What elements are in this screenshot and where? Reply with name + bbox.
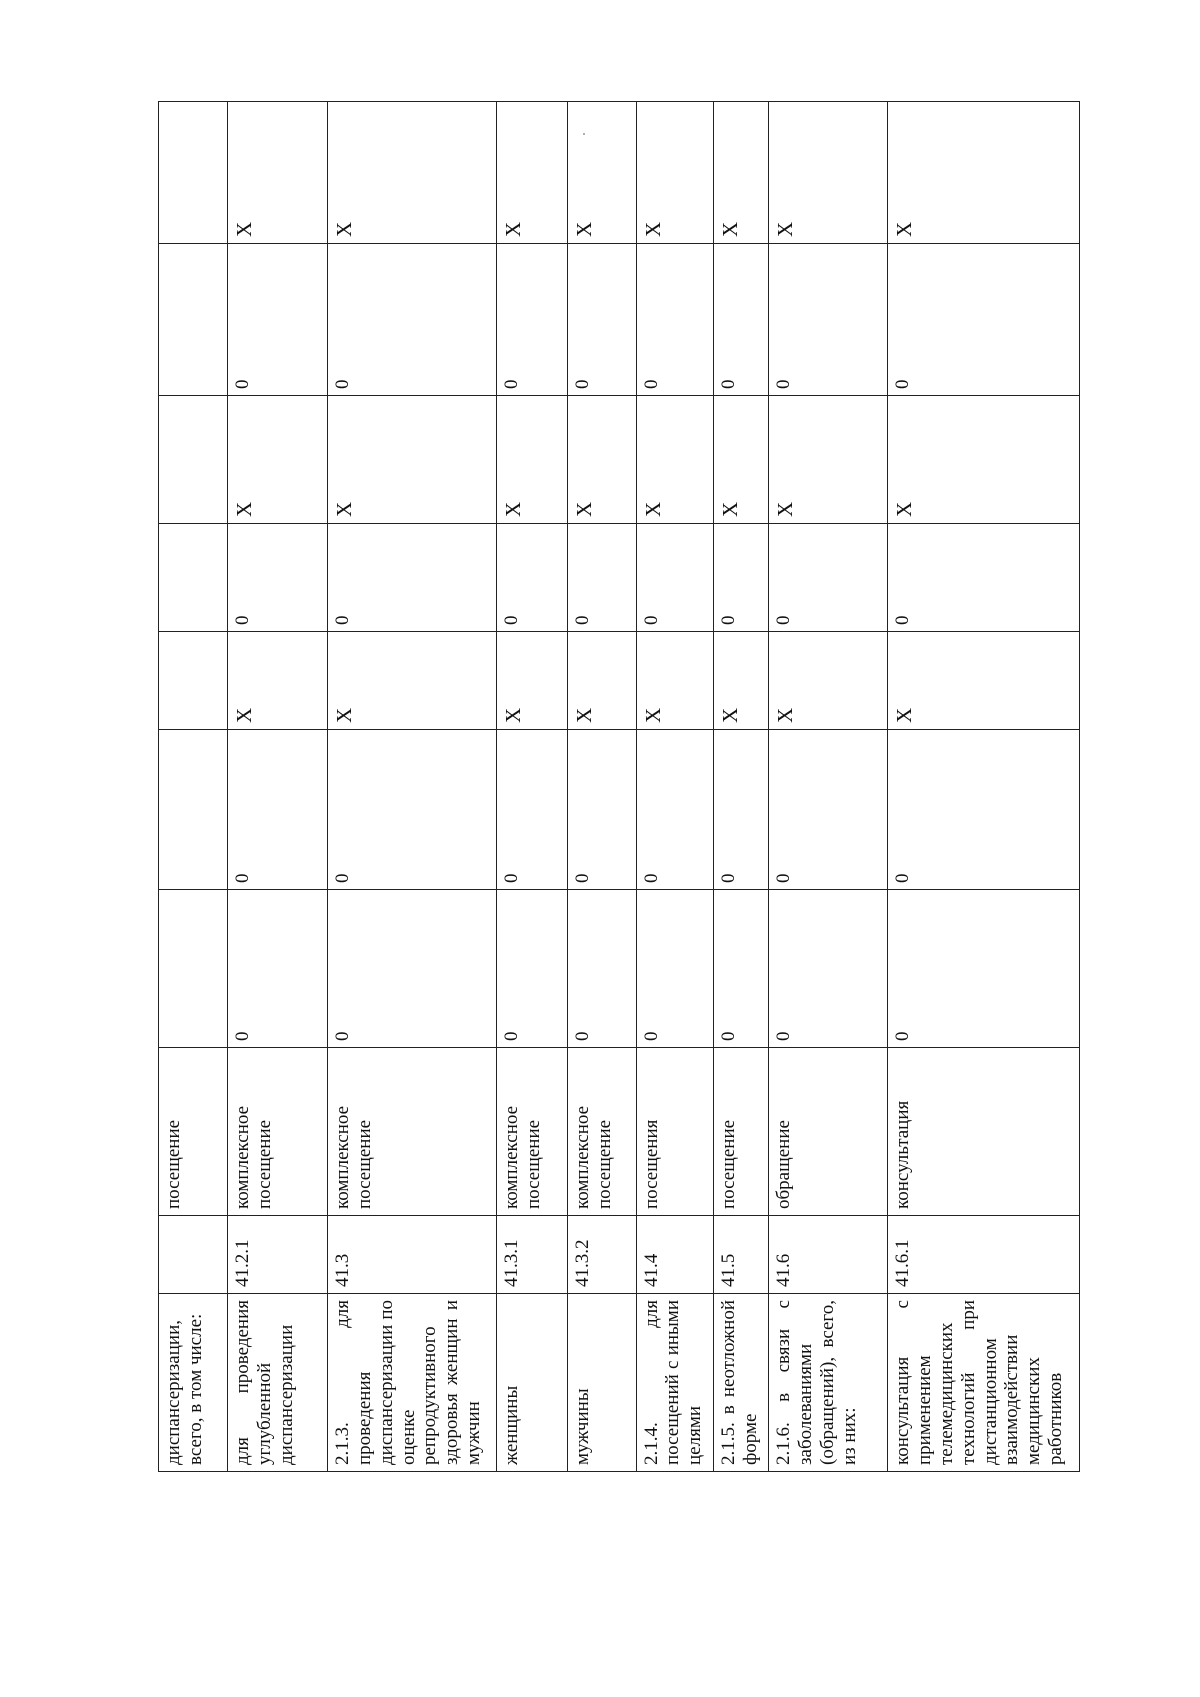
row-unit-cell: комплексное посещение <box>567 1048 636 1216</box>
value-cell: 0 <box>769 730 888 890</box>
table-row <box>496 102 567 1472</box>
table-row <box>567 102 636 1472</box>
table-body <box>159 102 1080 1472</box>
value-cell: 0 <box>567 244 636 396</box>
value-cell: 0 <box>327 244 496 396</box>
row-unit-cell: комплексное посещение <box>327 1048 496 1216</box>
value-cell: 0 <box>636 244 714 396</box>
value-cell: 0 <box>327 524 496 632</box>
value-cell: X <box>496 396 567 524</box>
value-cell: 0 <box>496 244 567 396</box>
value-cell: X <box>636 396 714 524</box>
value-cell: 0 <box>567 890 636 1048</box>
row-code-cell: 41.2.1 <box>227 1216 327 1294</box>
data-table <box>158 101 1080 1472</box>
row-unit-cell: посещение <box>714 1048 769 1216</box>
row-name-cell: 2.1.5. в неотложной форме <box>714 1294 769 1472</box>
rotated-table-wrapper <box>158 102 1080 1472</box>
row-unit-cell: обращение <box>769 1048 888 1216</box>
value-cell: 0 <box>714 730 769 890</box>
row-name-cell: 2.1.4. для посещений с иными целями <box>636 1294 714 1472</box>
value-cell: X <box>888 396 1080 524</box>
table-row <box>714 102 769 1472</box>
row-code-cell: 41.5 <box>714 1216 769 1294</box>
value-cell <box>159 396 228 524</box>
row-code-cell: 41.6 <box>769 1216 888 1294</box>
value-cell: X <box>714 632 769 730</box>
row-name-cell: мужчины <box>567 1294 636 1472</box>
table-row <box>636 102 714 1472</box>
row-name-cell: 2.1.3. для проведения диспансеризации по оценке репродуктивного здоровья женщин и мужчин <box>327 1294 496 1472</box>
table-row <box>159 102 228 1472</box>
value-cell <box>159 632 228 730</box>
value-cell: 0 <box>227 890 327 1048</box>
value-cell: 0 <box>327 730 496 890</box>
table-row <box>227 102 327 1472</box>
value-cell: 0 <box>496 730 567 890</box>
value-cell: X <box>636 102 714 244</box>
row-code-cell <box>159 1216 228 1294</box>
row-name-cell: консультация с применением телемедицинских технологий при дистанционном взаимодействии медицинских работников <box>888 1294 1080 1472</box>
value-cell: X <box>636 632 714 730</box>
row-code-cell: 41.6.1 <box>888 1216 1080 1294</box>
row-code-cell: 41.3.2 <box>567 1216 636 1294</box>
value-cell: 0 <box>888 524 1080 632</box>
value-cell: 0 <box>496 524 567 632</box>
value-cell: X <box>769 102 888 244</box>
table-row <box>888 102 1080 1472</box>
row-unit-cell: комплексное посещение <box>227 1048 327 1216</box>
value-cell: 0 <box>714 524 769 632</box>
value-cell: X <box>567 632 636 730</box>
value-cell: 0 <box>888 244 1080 396</box>
value-cell: 0 <box>567 730 636 890</box>
value-cell: 0 <box>227 730 327 890</box>
value-cell: 0 <box>636 730 714 890</box>
value-cell: X <box>496 102 567 244</box>
row-name-cell: диспансеризации, всего, в том числе: <box>159 1294 228 1472</box>
value-cell: 0 <box>714 890 769 1048</box>
row-unit-cell: комплексное посещение <box>496 1048 567 1216</box>
value-cell: X <box>227 396 327 524</box>
value-cell: 0 <box>227 524 327 632</box>
value-cell: X <box>714 396 769 524</box>
value-cell: X <box>567 102 636 244</box>
value-cell: X <box>327 102 496 244</box>
value-cell: X <box>888 632 1080 730</box>
value-cell: 0 <box>888 730 1080 890</box>
row-code-cell: 41.4 <box>636 1216 714 1294</box>
value-cell <box>159 730 228 890</box>
value-cell: 0 <box>636 524 714 632</box>
value-cell: 0 <box>227 244 327 396</box>
row-name-cell: для проведения углубленной диспансеризации <box>227 1294 327 1472</box>
value-cell: 0 <box>714 244 769 396</box>
row-name-cell: женщины <box>496 1294 567 1472</box>
value-cell: 0 <box>567 524 636 632</box>
value-cell: 0 <box>769 524 888 632</box>
value-cell: X <box>769 632 888 730</box>
value-cell <box>159 890 228 1048</box>
value-cell: X <box>227 632 327 730</box>
value-cell: 0 <box>636 890 714 1048</box>
value-cell: X <box>714 102 769 244</box>
value-cell: 0 <box>769 890 888 1048</box>
value-cell <box>159 244 228 396</box>
value-cell: 0 <box>888 890 1080 1048</box>
row-name-cell: 2.1.6. в связи с заболеваниями (обращений), всего, из них: <box>769 1294 888 1472</box>
row-unit-cell: консультация <box>888 1048 1080 1216</box>
row-unit-cell: посещения <box>636 1048 714 1216</box>
value-cell: 0 <box>769 244 888 396</box>
row-unit-cell: посещение <box>159 1048 228 1216</box>
value-cell: X <box>567 396 636 524</box>
table-row <box>769 102 888 1472</box>
value-cell: X <box>227 102 327 244</box>
value-cell: 0 <box>327 890 496 1048</box>
table-row <box>327 102 496 1472</box>
value-cell: X <box>496 632 567 730</box>
row-code-cell: 41.3 <box>327 1216 496 1294</box>
value-cell <box>159 524 228 632</box>
value-cell: 0 <box>496 890 567 1048</box>
value-cell <box>159 102 228 244</box>
row-code-cell: 41.3.1 <box>496 1216 567 1294</box>
value-cell: X <box>769 396 888 524</box>
value-cell: X <box>888 102 1080 244</box>
value-cell: X <box>327 396 496 524</box>
value-cell: X <box>327 632 496 730</box>
